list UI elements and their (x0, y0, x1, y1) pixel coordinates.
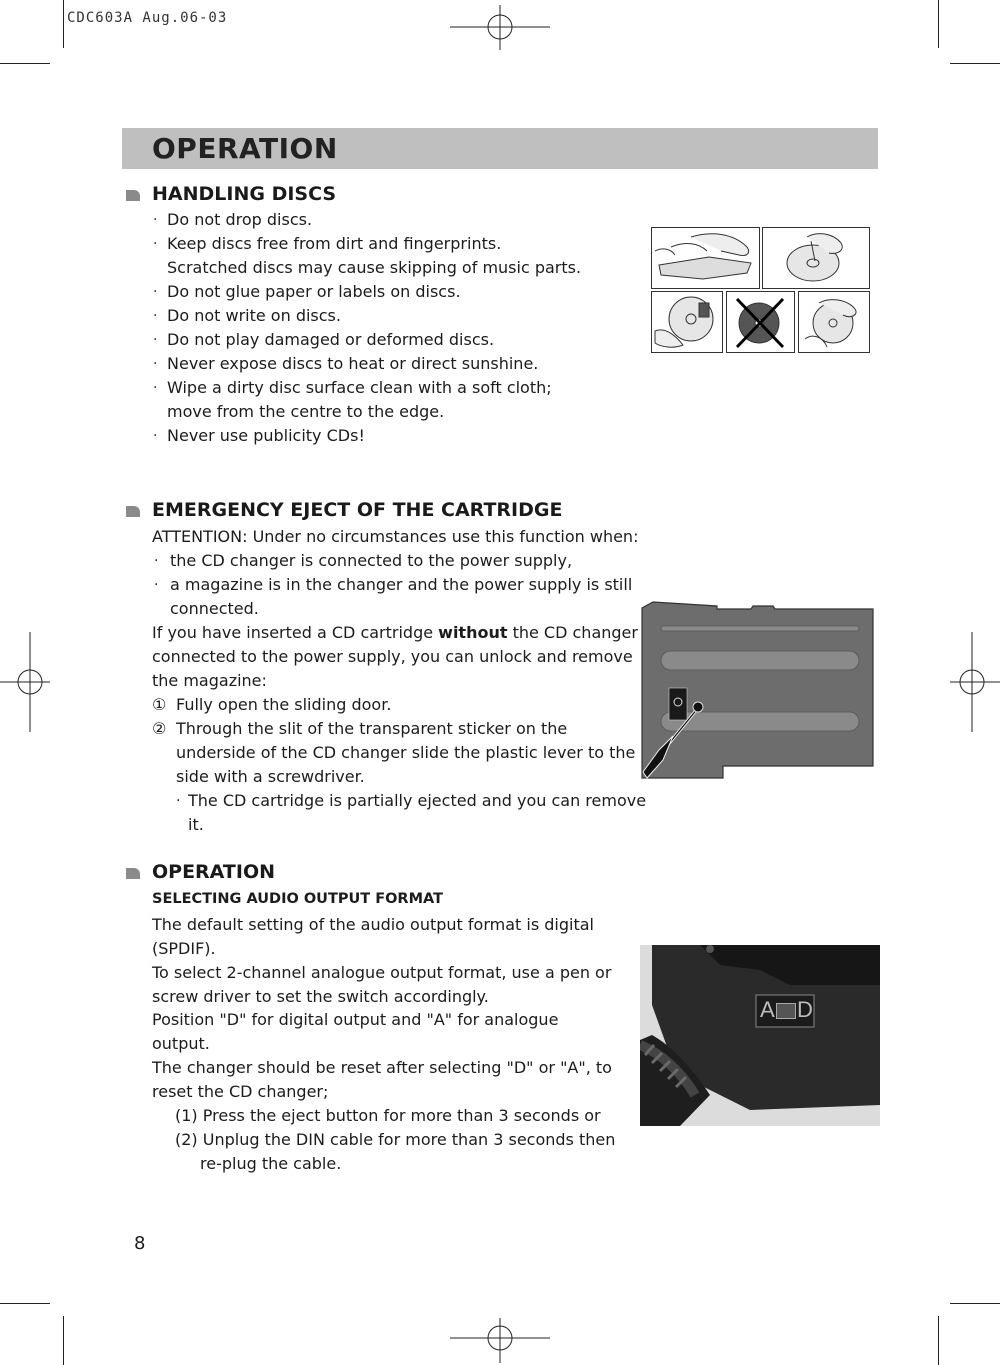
registration-mark-right (950, 632, 1000, 732)
bullet-dot: · (176, 793, 181, 809)
handling-line: Do not glue paper or labels on discs. (167, 282, 461, 301)
operation-paragraph: output. (152, 1034, 210, 1053)
step-text: Through the slit of the transparent sticker on the (176, 719, 568, 738)
operation-paragraph: screw driver to set the switch accordingly. (152, 987, 489, 1006)
illustration-disc-label (652, 292, 723, 353)
audio-format-switch[interactable] (760, 997, 813, 1025)
section-marker-icon (126, 506, 140, 517)
switch-label-a: A (760, 997, 775, 1022)
bullet-dot: · (153, 236, 158, 252)
illustration-wiping-disc (799, 292, 870, 353)
operation-paragraph: (SPDIF). (152, 939, 216, 958)
section-heading-emergency: EMERGENCY EJECT OF THE CARTRIDGE (152, 499, 563, 521)
step-note: it. (188, 815, 204, 834)
emphasis-without: without (438, 623, 508, 642)
document-code: CDC603A Aug.06-03 (67, 10, 228, 26)
registration-mark-left (0, 632, 50, 732)
emergency-intro: If you have inserted a CD cartridge without the CD changer (152, 623, 638, 642)
bullet-dot: · (153, 380, 158, 396)
cd-changer-underside-illustration (641, 600, 875, 782)
handling-line: Do not drop discs. (167, 210, 313, 229)
emergency-intro: the magazine: (152, 671, 267, 690)
switch-label-d: D (797, 997, 813, 1022)
emergency-bullet: the CD changer is connected to the power supply, (170, 551, 573, 570)
operation-paragraph: To select 2-channel analogue output format, use a pen or (152, 963, 612, 982)
reset-step: re-plug the cable. (200, 1154, 342, 1173)
crop-mark (0, 63, 50, 64)
illustration-no-writing (727, 292, 795, 353)
illustration-lifting-disc (763, 228, 870, 289)
bullet-dot: · (154, 553, 159, 569)
registration-mark-bottom (450, 1318, 550, 1363)
bullet-dot: · (153, 356, 158, 372)
illustration-holding-disc (652, 228, 760, 289)
handling-line: Do not write on discs. (167, 306, 341, 325)
operation-paragraph: The changer should be reset after selecting "D" or "A", to (152, 1058, 612, 1077)
registration-mark-top (450, 5, 550, 50)
title-band (122, 128, 878, 169)
bullet-dot: · (153, 284, 158, 300)
bullet-dot: · (153, 332, 158, 348)
crop-mark (950, 63, 1000, 64)
audio-switch-photo (640, 945, 880, 1126)
emergency-bullet: connected. (170, 599, 259, 618)
crop-mark (938, 0, 939, 48)
bullet-dot: · (153, 428, 158, 444)
handling-line: Never use publicity CDs! (167, 426, 365, 445)
section-marker-icon (126, 868, 140, 879)
handling-line: Scratched discs may cause skipping of music parts. (167, 258, 582, 277)
emergency-bullet: a magazine is in the changer and the power supply is still (170, 575, 633, 594)
step-text: underside of the CD changer slide the plastic lever to the (176, 743, 636, 762)
handling-line: move from the centre to the edge. (167, 402, 445, 421)
handling-line: Never expose discs to heat or direct sunshine. (167, 354, 539, 373)
step-text: side with a screwdriver. (176, 767, 365, 786)
operation-paragraph: The default setting of the audio output format is digital (152, 915, 594, 934)
crop-mark (0, 1303, 50, 1304)
bullet-dot: · (154, 577, 159, 593)
disc-handling-illustrations (651, 227, 871, 354)
reset-step: (1) Press the eject button for more than 3 seconds or (175, 1106, 601, 1125)
changer-photo-shapes (640, 945, 880, 1126)
step-text: Fully open the sliding door. (176, 695, 392, 714)
handling-line: Keep discs free from dirt and fingerprints. (167, 234, 502, 253)
operation-paragraph: reset the CD changer; (152, 1082, 329, 1101)
step-note: The CD cartridge is partially ejected and you can remove (188, 791, 647, 810)
step-number: ② (152, 719, 167, 738)
attention-text: ATTENTION: Under no circumstances use this function when: (152, 527, 639, 546)
step-number: ① (152, 695, 167, 714)
page-title: OPERATION (152, 132, 338, 165)
emergency-intro: connected to the power supply, you can unlock and remove (152, 647, 633, 666)
section-marker-icon (126, 190, 140, 201)
section-heading-operation: OPERATION (152, 861, 275, 883)
bullet-dot: · (153, 212, 158, 228)
page-number: 8 (134, 1233, 146, 1254)
crop-mark (63, 1316, 64, 1365)
crop-mark (938, 1316, 939, 1365)
handling-line: Do not play damaged or deformed discs. (167, 330, 495, 349)
reset-step: (2) Unplug the DIN cable for more than 3 seconds then (175, 1130, 616, 1149)
handling-line: Wipe a dirty disc surface clean with a soft cloth; (167, 378, 552, 397)
crop-mark (950, 1303, 1000, 1304)
subheading-audio-output: SELECTING AUDIO OUTPUT FORMAT (152, 891, 444, 907)
bullet-dot: · (153, 308, 158, 324)
section-heading-handling: HANDLING DISCS (152, 183, 337, 205)
operation-paragraph: Position "D" for digital output and "A" for analogue (152, 1010, 559, 1029)
switch-slider[interactable] (776, 1003, 796, 1019)
crop-mark (63, 0, 64, 48)
